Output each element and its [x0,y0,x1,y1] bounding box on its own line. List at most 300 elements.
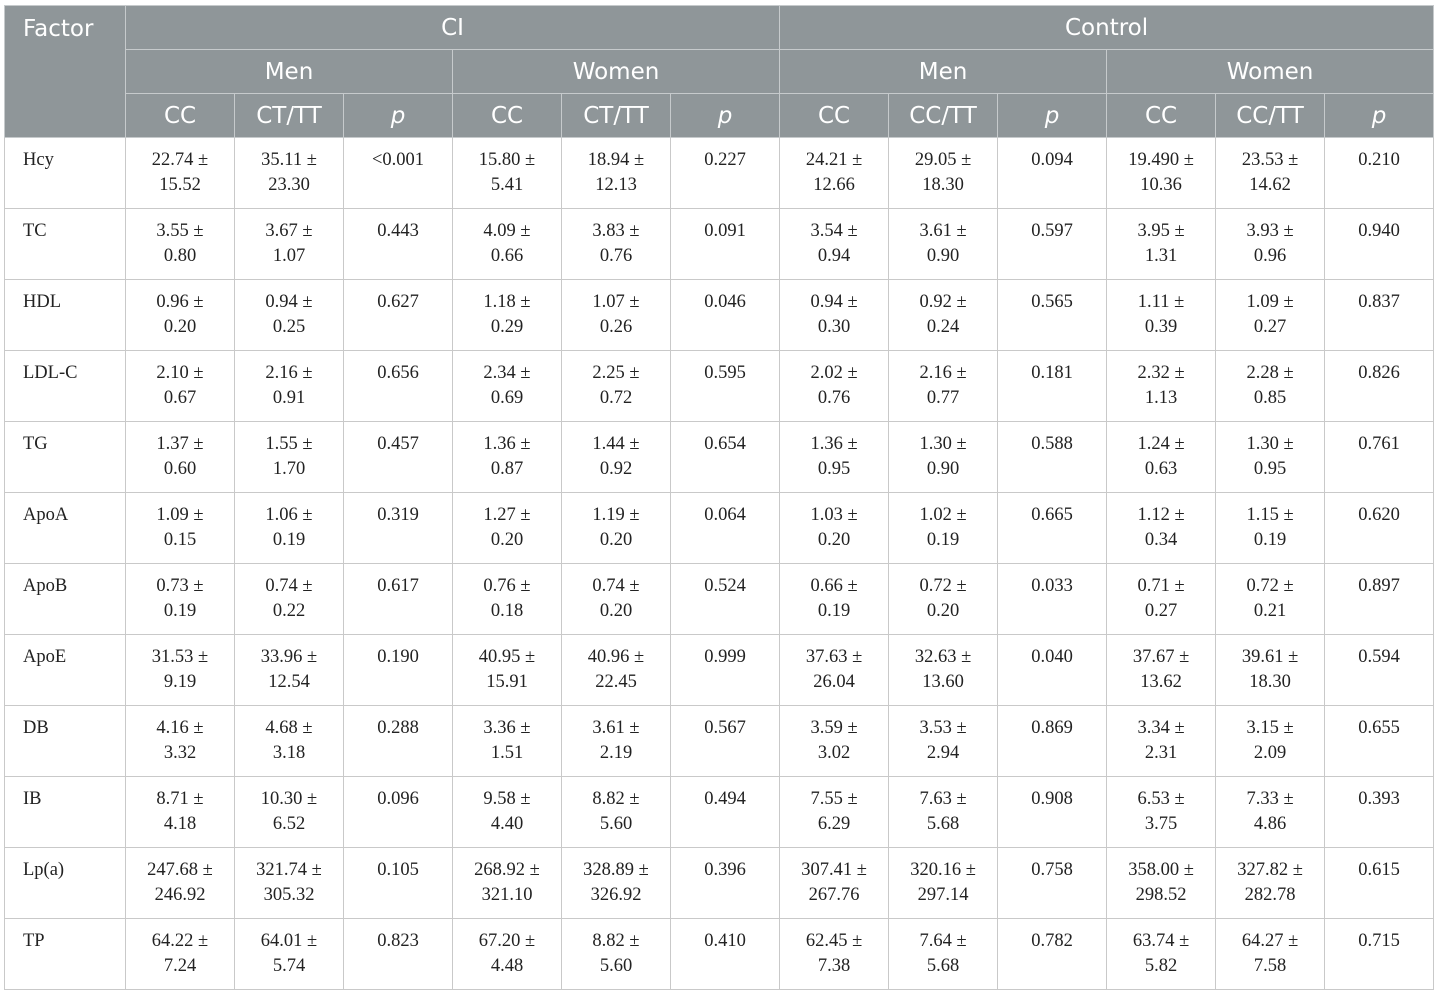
cell-line-mean: 2.16 ± [919,363,967,383]
cell-line-mean: 0.869 [1031,718,1073,738]
value-cell [126,351,235,422]
cell-line-sd: 3.32 [163,743,197,763]
cell-line-sd: 22.45 [595,672,637,692]
p-value-cell [671,493,780,564]
cell-line-mean: 0.96 ± [156,292,204,312]
cell-line-mean: 8.71 ± [156,789,204,809]
cell-line-sd: 0.20 [817,530,851,550]
cell-line-mean: 0.457 [377,434,419,454]
value-cell [562,848,671,919]
factor-cell: IB [5,777,126,848]
cell-line-sd: 13.60 [922,672,964,692]
cell-line-mean: 7.33 ± [1246,789,1294,809]
cell-line-mean: 0.091 [704,221,746,241]
cell-line-sd: 0.30 [817,317,851,337]
p-value-cell [344,635,453,706]
cell-line-sd: 23.30 [268,175,310,195]
factor-cell: ApoB [5,564,126,635]
cell-line-mean: 1.30 ± [919,434,967,454]
cell-line-mean: 0.064 [704,505,746,525]
cell-line-sd: 326.92 [590,885,642,905]
cell-line-sd: 7.24 [163,956,197,976]
cell-line-sd: 297.14 [917,885,969,905]
column-header: p [671,94,780,138]
value-cell [235,564,344,635]
cell-line-sd: 5.60 [599,814,633,834]
table-row [5,564,1434,635]
value-cell [1107,564,1216,635]
cell-line-mean: 328.89 ± [583,860,649,880]
value-cell [453,351,562,422]
cell-line-mean: 0.565 [1031,292,1073,312]
cell-line-mean: 0.76 ± [483,576,531,596]
data-table [4,5,1434,990]
group-header-ci: CI [126,6,780,50]
value-cell [126,777,235,848]
cell-line-sd: 0.72 [599,388,633,408]
cell-line-sd: 0.19 [272,530,306,550]
p-value-cell [998,351,1107,422]
p-value-cell [1325,138,1434,209]
cell-line-mean: 1.30 ± [1246,434,1294,454]
cell-line-sd: 3.75 [1144,814,1178,834]
cell-line-mean: 0.617 [377,576,419,596]
value-cell [1107,919,1216,990]
cell-line-mean: 0.758 [1031,860,1073,880]
value-cell [453,919,562,990]
value-cell [235,351,344,422]
cell-line-sd: 0.26 [599,317,633,337]
cell-line-sd: 0.60 [163,459,197,479]
value-cell [1216,635,1325,706]
factor-cell: DB [5,706,126,777]
value-cell [562,209,671,280]
factor-header: Factor [5,6,126,138]
cell-line-sd: 0.20 [163,317,197,337]
cell-line-sd: 0.85 [1253,388,1287,408]
factor-cell: Hcy [5,138,126,209]
value-cell [780,280,889,351]
cell-line-sd: 15.52 [159,175,201,195]
sex-header: Women [1107,50,1434,94]
factor-cell: TP [5,919,126,990]
cell-line-sd: 0.15 [163,530,197,550]
table-row [5,635,1434,706]
cell-line-mean: 6.53 ± [1137,789,1185,809]
value-cell [1107,138,1216,209]
cell-line-sd: 1.13 [1144,388,1178,408]
p-value-cell [1325,635,1434,706]
cell-line-mean: 320.16 ± [910,860,976,880]
cell-line-sd: 0.19 [1253,530,1287,550]
value-cell [126,706,235,777]
cell-line-mean: 67.20 ± [478,931,536,951]
cell-line-mean: 3.34 ± [1137,718,1185,738]
value-cell [1216,706,1325,777]
column-header: CC/TT [889,94,998,138]
cell-line-mean: 3.53 ± [919,718,967,738]
column-header: p [344,94,453,138]
value-cell [1107,635,1216,706]
cell-line-mean: 2.32 ± [1137,363,1185,383]
value-cell [235,280,344,351]
cell-line-sd: 4.40 [490,814,524,834]
cell-line-mean: 2.34 ± [483,363,531,383]
header-row-sexes [5,50,1434,94]
cell-line-sd: 0.19 [817,601,851,621]
value-cell [889,493,998,564]
cell-line-sd: 0.95 [817,459,851,479]
cell-line-mean: 2.10 ± [156,363,204,383]
column-header: CC [126,94,235,138]
cell-line-mean: 7.55 ± [810,789,858,809]
value-cell [780,564,889,635]
table-row [5,777,1434,848]
cell-line-mean: 1.15 ± [1246,505,1294,525]
value-cell [562,564,671,635]
value-cell [889,706,998,777]
cell-line-sd: 5.60 [599,956,633,976]
p-value-cell [671,351,780,422]
cell-line-sd: 2.94 [926,743,960,763]
cell-line-sd: 0.91 [272,388,306,408]
cell-line-sd: 4.18 [163,814,197,834]
value-cell [889,919,998,990]
cell-line-mean: 0.823 [377,931,419,951]
column-header: p [998,94,1107,138]
value-cell [889,422,998,493]
cell-line-sd: 5.41 [490,175,524,195]
p-value-cell [1325,209,1434,280]
cell-line-mean: 0.94 ± [265,292,313,312]
value-cell [889,138,998,209]
cell-line-mean: 0.040 [1031,647,1073,667]
cell-line-mean: 23.53 ± [1241,150,1299,170]
cell-line-mean: 40.95 ± [478,647,536,667]
cell-line-mean: 0.74 ± [265,576,313,596]
factor-cell: Lp(a) [5,848,126,919]
cell-line-sd: 3.18 [272,743,306,763]
p-value-cell [671,564,780,635]
p-value-cell [671,138,780,209]
p-value-cell [344,422,453,493]
value-cell [780,919,889,990]
cell-line-mean: 35.11 ± [261,150,317,170]
cell-line-mean: 247.68 ± [147,860,213,880]
value-cell [780,209,889,280]
cell-line-sd: 1.70 [272,459,306,479]
value-cell [780,422,889,493]
value-cell [453,280,562,351]
cell-line-mean: 0.410 [704,931,746,951]
cell-line-mean: 15.80 ± [478,150,536,170]
value-cell [889,848,998,919]
value-cell [889,635,998,706]
value-cell [1216,422,1325,493]
cell-line-sd: 5.82 [1144,956,1178,976]
p-value-cell [671,635,780,706]
p-value-cell [1325,706,1434,777]
cell-line-mean: 0.105 [377,860,419,880]
cell-line-mean: 3.55 ± [156,221,204,241]
value-cell [562,706,671,777]
value-cell [235,138,344,209]
cell-line-sd: 3.02 [817,743,851,763]
cell-line-sd: 0.25 [272,317,306,337]
p-value-cell [998,919,1107,990]
cell-line-sd: 0.19 [163,601,197,621]
cell-line-mean: 1.06 ± [265,505,313,525]
cell-line-mean: 0.620 [1358,505,1400,525]
cell-line-mean: 0.595 [704,363,746,383]
cell-line-sd: 0.92 [599,459,633,479]
cell-line-mean: 3.83 ± [592,221,640,241]
value-cell [235,919,344,990]
cell-line-mean: 31.53 ± [151,647,209,667]
cell-line-mean: 0.908 [1031,789,1073,809]
cell-line-mean: 40.96 ± [587,647,645,667]
value-cell [126,564,235,635]
value-cell [1216,351,1325,422]
cell-line-sd: 0.27 [1253,317,1287,337]
cell-line-mean: 0.940 [1358,221,1400,241]
p-value-cell [1325,777,1434,848]
cell-line-sd: 0.87 [490,459,524,479]
value-cell [1107,280,1216,351]
value-cell [780,777,889,848]
p-value-cell [1325,422,1434,493]
cell-line-sd: 246.92 [154,885,206,905]
cell-line-mean: 1.11 ± [1137,292,1185,312]
value-cell [562,777,671,848]
value-cell [562,919,671,990]
cell-line-mean: 0.92 ± [919,292,967,312]
cell-line-mean: 1.55 ± [265,434,313,454]
cell-line-sd: 0.20 [599,530,633,550]
cell-line-mean: 0.033 [1031,576,1073,596]
value-cell [780,635,889,706]
value-cell [1216,564,1325,635]
value-cell [453,493,562,564]
p-value-cell [998,138,1107,209]
cell-line-mean: 0.288 [377,718,419,738]
cell-line-mean: 7.63 ± [919,789,967,809]
cell-line-mean: 3.93 ± [1246,221,1294,241]
cell-line-mean: 0.761 [1358,434,1400,454]
cell-line-sd: 298.52 [1135,885,1187,905]
value-cell [780,493,889,564]
value-cell [1107,777,1216,848]
cell-line-sd: 14.62 [1249,175,1291,195]
value-cell [126,280,235,351]
table-row [5,138,1434,209]
p-value-cell [998,280,1107,351]
cell-line-sd: 0.39 [1144,317,1178,337]
factor-cell: ApoA [5,493,126,564]
value-cell [453,209,562,280]
cell-line-mean: 1.03 ± [810,505,858,525]
cell-line-sd: 0.19 [926,530,960,550]
cell-line-mean: 0.654 [704,434,746,454]
value-cell [1216,919,1325,990]
cell-line-mean: 0.046 [704,292,746,312]
factor-cell: ApoE [5,635,126,706]
value-cell [453,706,562,777]
cell-line-sd: 0.76 [599,246,633,266]
value-cell [1107,351,1216,422]
value-cell [1107,848,1216,919]
cell-line-sd: 18.30 [922,175,964,195]
cell-line-mean: 0.826 [1358,363,1400,383]
cell-line-sd: 267.76 [808,885,860,905]
p-value-cell [1325,351,1434,422]
cell-line-sd: 0.24 [926,317,960,337]
cell-line-mean: 0.393 [1358,789,1400,809]
sex-header: Women [453,50,780,94]
cell-line-sd: 0.96 [1253,246,1287,266]
cell-line-sd: 6.52 [272,814,306,834]
cell-line-sd: 0.34 [1144,530,1178,550]
cell-line-mean: 18.94 ± [587,150,645,170]
cell-line-sd: 282.78 [1244,885,1296,905]
value-cell [453,848,562,919]
cell-line-sd: 0.80 [163,246,197,266]
cell-line-sd: 13.62 [1140,672,1182,692]
cell-line-mean: 1.36 ± [483,434,531,454]
cell-line-sd: 321.10 [481,885,533,905]
p-value-cell [998,422,1107,493]
cell-line-sd: 0.90 [926,459,960,479]
value-cell [1107,422,1216,493]
table-row [5,422,1434,493]
cell-line-mean: 0.837 [1358,292,1400,312]
cell-line-sd: 0.94 [817,246,851,266]
column-header: CC [1107,94,1216,138]
cell-line-mean: 3.59 ± [810,718,858,738]
cell-line-sd: 0.95 [1253,459,1287,479]
value-cell [1216,138,1325,209]
cell-line-mean: 37.63 ± [805,647,863,667]
factor-cell: HDL [5,280,126,351]
cell-line-mean: 3.61 ± [592,718,640,738]
p-value-cell [1325,280,1434,351]
p-value-cell [998,564,1107,635]
cell-line-mean: 0.494 [704,789,746,809]
cell-line-mean: 0.72 ± [1246,576,1294,596]
p-value-cell [998,848,1107,919]
column-header: CC [453,94,562,138]
value-cell [235,422,344,493]
column-header: p [1325,94,1434,138]
value-cell [780,351,889,422]
cell-line-mean: 0.627 [377,292,419,312]
cell-line-mean: 0.665 [1031,505,1073,525]
cell-line-mean: 0.73 ± [156,576,204,596]
cell-line-mean: 0.524 [704,576,746,596]
cell-line-mean: 358.00 ± [1128,860,1194,880]
table-row [5,351,1434,422]
header-row-groups [5,6,1434,50]
p-value-cell [1325,919,1434,990]
cell-line-sd: 0.76 [817,388,851,408]
table-row [5,209,1434,280]
cell-line-mean: 8.82 ± [592,931,640,951]
cell-line-mean: <0.001 [371,150,425,170]
cell-line-mean: 0.66 ± [810,576,858,596]
p-value-cell [998,635,1107,706]
value-cell [562,138,671,209]
p-value-cell [344,493,453,564]
cell-line-mean: 1.02 ± [919,505,967,525]
p-value-cell [671,919,780,990]
cell-line-mean: 0.897 [1358,576,1400,596]
p-value-cell [344,351,453,422]
cell-line-sd: 6.29 [817,814,851,834]
cell-line-mean: 0.615 [1358,860,1400,880]
value-cell [235,777,344,848]
cell-line-mean: 0.656 [377,363,419,383]
cell-line-mean: 0.319 [377,505,419,525]
cell-line-mean: 3.15 ± [1246,718,1294,738]
p-value-cell [998,209,1107,280]
cell-line-mean: 4.16 ± [156,718,204,738]
cell-line-mean: 0.181 [1031,363,1073,383]
cell-line-mean: 2.25 ± [592,363,640,383]
value-cell [562,351,671,422]
cell-line-mean: 8.82 ± [592,789,640,809]
value-cell [562,493,671,564]
cell-line-mean: 3.36 ± [483,718,531,738]
cell-line-mean: 307.41 ± [801,860,867,880]
cell-line-mean: 39.61 ± [1241,647,1299,667]
cell-line-sd: 0.27 [1144,601,1178,621]
value-cell [126,209,235,280]
cell-line-sd: 4.48 [490,956,524,976]
cell-line-mean: 29.05 ± [914,150,972,170]
cell-line-sd: 4.86 [1253,814,1287,834]
table-body [5,138,1434,990]
value-cell [235,635,344,706]
cell-line-mean: 1.12 ± [1137,505,1185,525]
cell-line-sd: 0.77 [926,388,960,408]
value-cell [1107,493,1216,564]
value-cell [1216,777,1325,848]
cell-line-mean: 0.443 [377,221,419,241]
cell-line-mean: 1.44 ± [592,434,640,454]
cell-line-sd: 0.69 [490,388,524,408]
cell-line-mean: 7.64 ± [919,931,967,951]
value-cell [562,280,671,351]
table-row [5,919,1434,990]
value-cell [889,209,998,280]
p-value-cell [671,848,780,919]
p-value-cell [344,919,453,990]
cell-line-mean: 0.096 [377,789,419,809]
cell-line-mean: 0.94 ± [810,292,858,312]
column-header: CT/TT [235,94,344,138]
cell-line-mean: 1.09 ± [1246,292,1294,312]
cell-line-mean: 1.27 ± [483,505,531,525]
column-header: CC [780,94,889,138]
cell-line-mean: 0.227 [704,150,746,170]
cell-line-sd: 0.21 [1253,601,1287,621]
cell-line-sd: 9.19 [163,672,197,692]
value-cell [126,635,235,706]
cell-line-mean: 0.782 [1031,931,1073,951]
cell-line-mean: 0.655 [1358,718,1400,738]
cell-line-mean: 0.588 [1031,434,1073,454]
cell-line-sd: 0.20 [599,601,633,621]
